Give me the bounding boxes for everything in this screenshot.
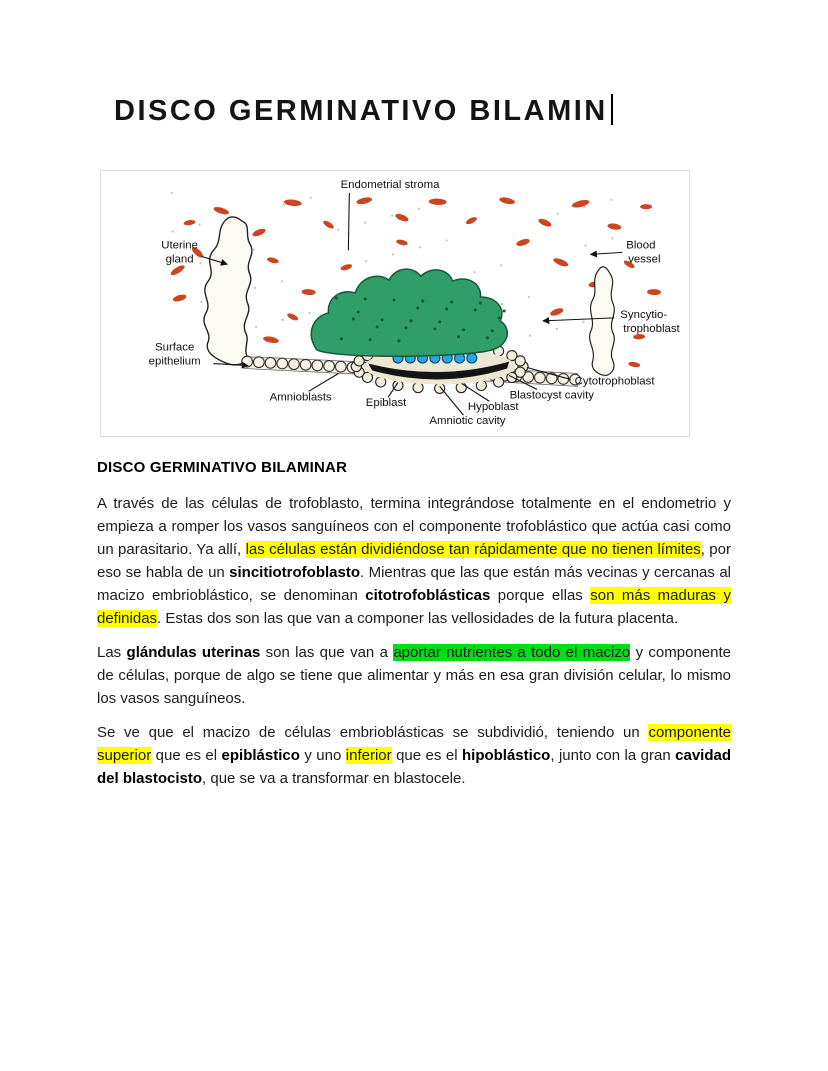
text-run[interactable]: que es el — [391, 747, 462, 764]
paragraph-1[interactable] — [97, 492, 731, 630]
text-run[interactable]: Se ve que el macizo de células embrioblásticas se subdividió, teniendo un — [97, 724, 649, 741]
label-blastocyst-cavity: Blastocyst cavity — [509, 389, 594, 402]
text-run[interactable]: que es el — [151, 747, 222, 764]
highlighted-text[interactable]: las células están dividiéndose tan rápidamente que no tienen límites — [245, 541, 701, 558]
text-run[interactable]: Las — [97, 644, 127, 661]
label-uterine-gland: Uterine — [161, 239, 199, 252]
bold-text[interactable]: glándulas uterinas — [126, 644, 261, 661]
text-run[interactable]: . Mientras que las que están más vecinas y cercanas al macizo embrioblástico, se denominan — [97, 564, 731, 604]
blastocyst-implantation-diagram — [101, 171, 689, 436]
blood-vessel-arrow — [591, 252, 623, 254]
highlighted-text[interactable]: aportar nutrientes a todo el macizo — [393, 644, 631, 661]
label-endometrial-stroma: Endometrial stroma — [340, 178, 440, 191]
document-body — [97, 459, 731, 801]
text-run[interactable]: son las que van a — [260, 644, 394, 661]
bold-text[interactable]: hipoblástico — [461, 747, 551, 764]
label-amnioblasts: Amnioblasts — [269, 391, 332, 404]
embryo-diagram-figure[interactable] — [100, 170, 690, 437]
text-run[interactable]: porque ellas — [490, 587, 591, 604]
text-run[interactable]: A través de las células de trofoblasto, termina integrándose totalmente en el endometrio y empieza a romper los vasos sanguíneos con el componente trofoblástico que actúa casi como un parasitario. Ya allí, — [97, 495, 731, 558]
highlighted-text[interactable]: inferior — [345, 747, 392, 764]
endometrial-stroma-line — [348, 193, 349, 251]
label-blood-vessel-2: vessel — [628, 253, 661, 266]
label-blood-vessel: Blood — [626, 239, 656, 252]
label-syncytiotrophoblast: Syncytio- — [620, 308, 668, 321]
label-hypoblast: Hypoblast — [467, 401, 519, 414]
label-syncytiotrophoblast-2: trophoblast — [623, 322, 680, 335]
paragraph-2[interactable] — [97, 641, 731, 710]
page-title-text: DISCO GERMINATIVO BILAMIN — [114, 95, 608, 127]
label-uterine-gland-2: gland — [165, 253, 194, 266]
uterine-gland-shape — [204, 217, 252, 365]
text-run[interactable]: . Estas dos son las que van a componer las vellosidades de la futura placenta. — [157, 610, 679, 627]
label-surface-epithelium: Surface — [155, 341, 195, 354]
page-title[interactable] — [114, 94, 613, 128]
bold-text[interactable]: sincitiotrofoblasto — [229, 564, 361, 581]
section-heading[interactable]: DISCO GERMINATIVO BILAMINAR — [97, 459, 348, 476]
bold-text[interactable]: cavidad del blastocisto — [97, 747, 732, 787]
highlighted-text[interactable]: componente superior — [97, 724, 731, 764]
paragraph-3[interactable] — [97, 721, 731, 790]
text-run[interactable]: , por eso se habla de un — [97, 541, 731, 581]
text-run[interactable]: , que se va a transformar en blastocele. — [202, 770, 466, 787]
text-run[interactable]: y componente de células, porque de algo se tiene que alimentar y más en esa gran división celular, lo mismo los vasos sanguíneos. — [97, 644, 731, 707]
highlighted-text[interactable]: son más maduras y definidas — [97, 587, 732, 627]
label-cytotrophoblast: Cytotrophoblast — [574, 375, 655, 388]
label-amniotic-cavity: Amniotic cavity — [429, 415, 506, 428]
bold-text[interactable]: citotrofoblásticas — [365, 587, 491, 604]
text-run[interactable]: , junto con la gran — [550, 747, 676, 764]
text-cursor — [611, 94, 613, 125]
amnioblasts-line — [309, 373, 339, 391]
text-run[interactable]: y uno — [299, 747, 346, 764]
bold-text[interactable]: epiblástico — [221, 747, 300, 764]
syncytiotrophoblast-mass — [311, 269, 507, 356]
label-surface-epithelium-2: epithelium — [148, 355, 201, 368]
label-epiblast: Epiblast — [365, 397, 407, 410]
